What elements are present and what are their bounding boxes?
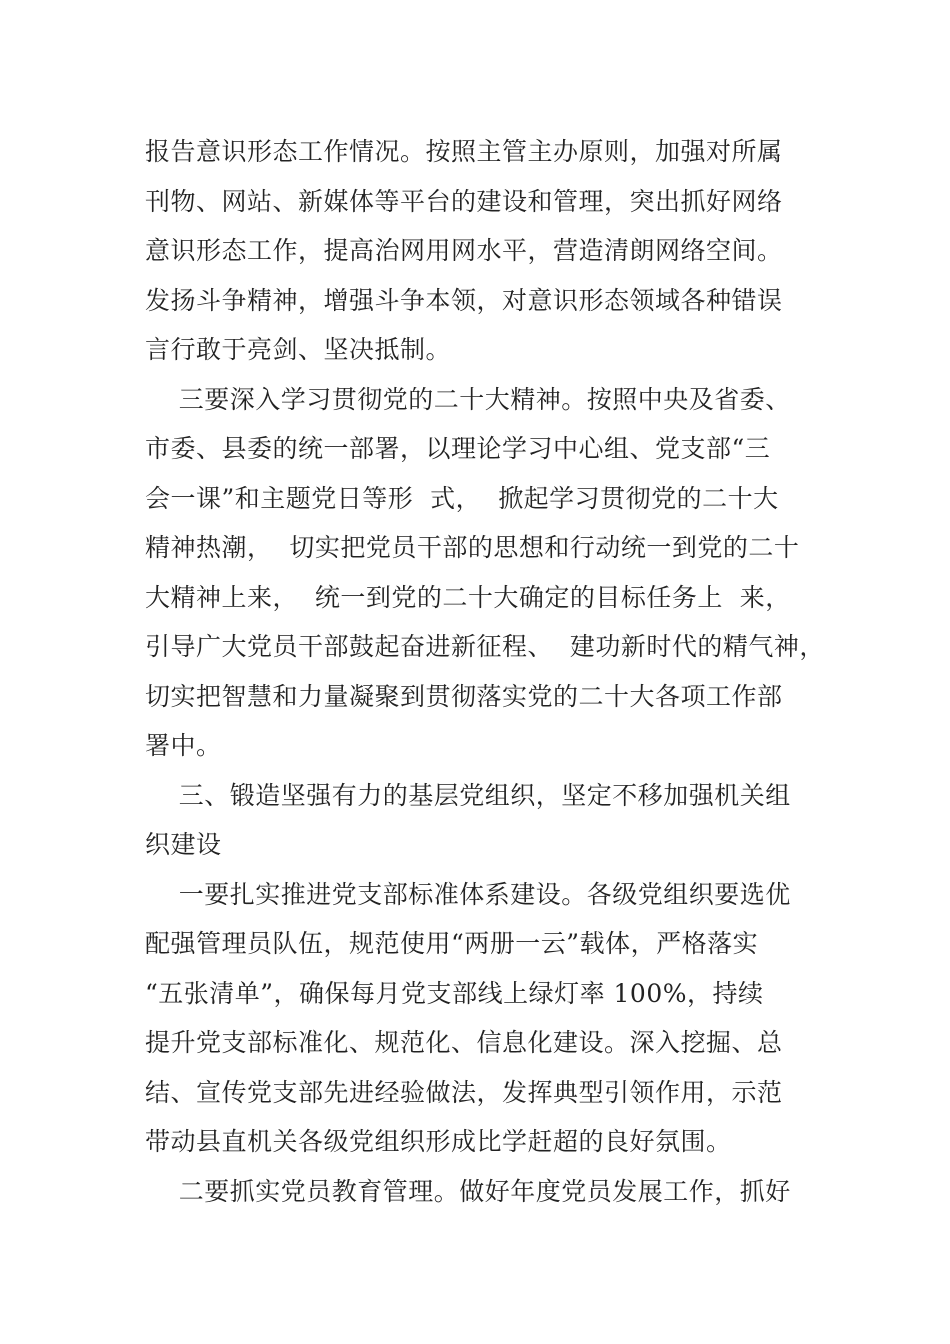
text-line: 意识形态工作，提高治网用网水平，营造清朗网络空间。	[145, 236, 783, 265]
text-line: 三要深入学习贯彻党的二十大精神。按照中央及省委、	[145, 385, 791, 414]
text-line: 一要扎实推进党支部标准体系建设。各级党组织要选优	[145, 880, 791, 909]
section-heading: 三、锻造坚强有力的基层党组织，坚定不移加强机关组	[145, 781, 791, 810]
text-line: 发扬斗争精神，增强斗争本领，对意识形态领域各种错误	[145, 286, 783, 315]
text-line: 刊物、网站、新媒体等平台的建设和管理，突出抓好网络	[145, 187, 783, 216]
text-line: 提升党支部标准化、规范化、信息化建设。深入挖掘、总	[145, 1028, 783, 1057]
text-line: 市委、县委的统一部署，以理论学习中心组、党支部“三	[145, 434, 771, 463]
text-line: 结、宣传党支部先进经验做法，发挥典型引领作用，示范	[145, 1078, 783, 1107]
text-line: 言行敢于亮剑、坚决抵制。	[145, 335, 452, 364]
section-heading: 织建设	[145, 830, 222, 859]
text-line: 署中。	[145, 731, 222, 760]
text-line: 精神热潮， 切实把党员干部的思想和行动统一到党的二十	[145, 533, 800, 562]
text-line: 带动县直机关各级党组织形成比学赶超的良好氛围。	[145, 1127, 732, 1156]
text-line: 切实把智慧和力量凝聚到贯彻落实党的二十大各项工作部	[145, 682, 783, 711]
text-line: 会一课”和主题党日等形 式， 掀起学习贯彻党的二十大	[145, 484, 779, 513]
text-line: 引导广大党员干部鼓起奋进新征程、 建功新时代的精气神，	[145, 632, 825, 661]
text-line: 大精神上来， 统一到党的二十大确定的目标任务上 来，	[145, 583, 791, 612]
text-line: 配强管理员队伍，规范使用“两册一云”载体，严格落实	[145, 929, 759, 958]
text-line: “五张清单”，确保每月党支部线上绿灯率 100%，持续	[145, 979, 764, 1008]
text-line: 报告意识形态工作情况。按照主管主办原则，加强对所属	[145, 137, 783, 166]
text-line: 二要抓实党员教育管理。做好年度党员发展工作，抓好	[145, 1177, 791, 1206]
